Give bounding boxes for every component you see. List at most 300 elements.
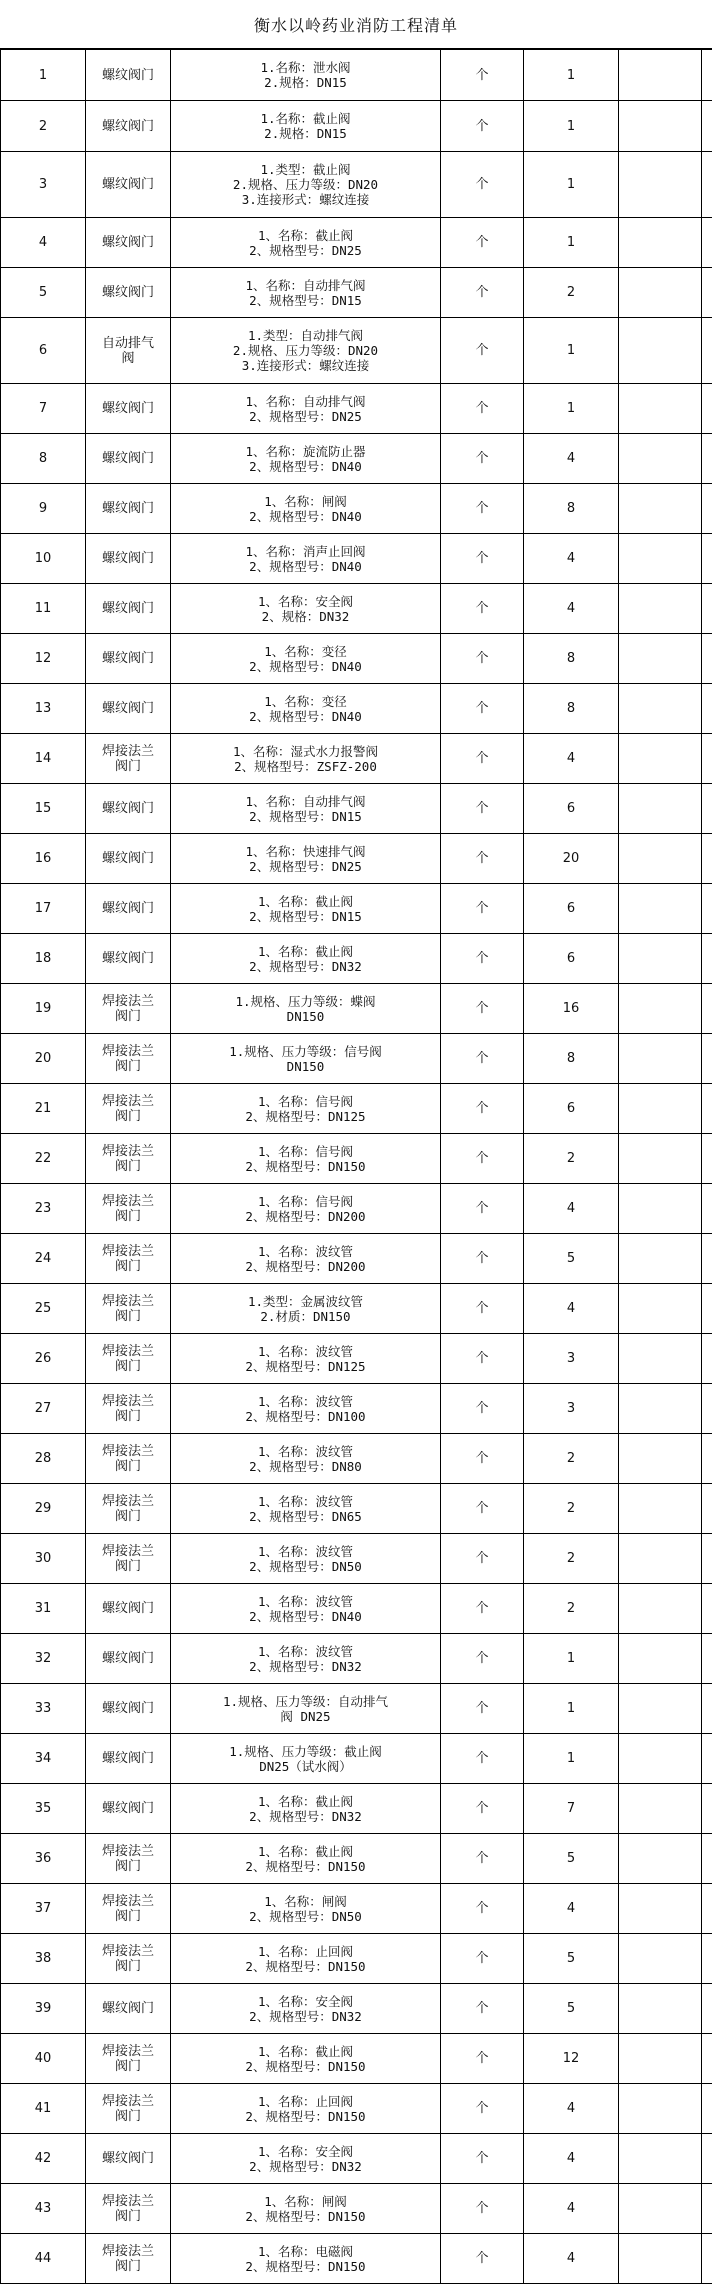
item-description-line: 2、规格型号：DN100 [245,1408,366,1424]
item-description-line: 1.类型：金属波纹管 [247,1293,364,1309]
item-name-line: 焊接法兰 [101,743,154,759]
item-quantity: 6 [524,934,619,984]
item-description-line: 2.规格、压力等级：DN20 [232,343,379,358]
item-quantity: 1 [524,1684,619,1734]
item-name-line: 焊接法兰 [101,1943,154,1959]
item-name-line: 阀门 [114,1908,141,1924]
item-description-line: 2、规格型号：DN40 [249,558,362,574]
table-row [1,834,712,884]
item-name-line: 螺纹阀门 [101,701,154,716]
item-name [86,1284,171,1334]
item-name-line: 螺纹阀门 [101,951,154,966]
item-unit: 个 [441,784,524,834]
item-unit: 个 [441,384,524,434]
empty-cell [619,1484,702,1534]
item-description [171,318,441,384]
item-quantity: 1 [524,101,619,152]
item-quantity: 4 [524,734,619,784]
empty-cell [619,484,702,534]
table-row [1,1334,712,1384]
empty-cell [702,434,712,484]
empty-cell [702,1784,712,1834]
table-row [1,984,712,1034]
empty-cell [619,1334,702,1384]
item-quantity: 2 [524,1434,619,1484]
item-name-line: 螺纹阀门 [101,2151,154,2166]
item-name-line: 螺纹阀门 [101,851,154,866]
empty-cell [619,1284,702,1334]
item-description [171,1734,441,1784]
table-row [1,1534,712,1584]
item-description-line: 2、规格型号：DN150 [245,2258,366,2274]
item-description [171,834,441,884]
row-number: 26 [1,1334,86,1384]
row-number: 6 [1,318,86,384]
item-name [86,218,171,268]
item-name [86,684,171,734]
item-name-line: 焊接法兰 [101,1243,154,1259]
empty-cell [702,2184,712,2234]
item-name [86,934,171,984]
item-description-line: 1、名称：止回阀 [257,1943,354,1959]
item-unit: 个 [441,1984,524,2034]
item-unit: 个 [441,2084,524,2134]
item-unit: 个 [441,1234,524,1284]
item-unit: 个 [441,50,524,101]
item-quantity: 4 [524,1184,619,1234]
item-name-line: 焊接法兰 [101,2243,154,2259]
table-row [1,784,712,834]
item-description [171,2084,441,2134]
item-unit: 个 [441,1034,524,1084]
item-unit: 个 [441,584,524,634]
item-quantity: 2 [524,268,619,318]
item-name [86,1234,171,1284]
empty-cell [702,1434,712,1484]
item-name [86,1534,171,1584]
item-quantity: 4 [524,584,619,634]
empty-cell [619,684,702,734]
item-name [86,1584,171,1634]
item-description-line: 1、名称：截止阀 [257,1793,354,1809]
item-name [86,1684,171,1734]
item-unit: 个 [441,1684,524,1734]
item-description-line: 2、规格型号：DN25 [249,242,362,258]
item-description [171,934,441,984]
item-quantity: 2 [524,1484,619,1534]
item-description-line: 2、规格：DN32 [261,608,350,624]
item-description [171,1634,441,1684]
item-description [171,1434,441,1484]
item-description-line: 1、名称：止回阀 [257,2093,354,2109]
item-name [86,2134,171,2184]
item-name [86,834,171,884]
item-description-line: 1、名称：自动排气阀 [245,393,366,409]
item-unit: 个 [441,1134,524,1184]
item-description-line: 2、规格型号：DN40 [249,658,362,674]
item-description-line: 2、规格型号：ZSFZ-200 [234,758,377,774]
item-description-line: 2、规格型号：DN32 [249,958,362,974]
item-unit: 个 [441,1334,524,1384]
item-description-line: 1、名称：波纹管 [257,1393,354,1409]
empty-cell [702,884,712,934]
item-description-line: 1、名称：截止阀 [257,943,354,959]
empty-cell [619,1884,702,1934]
item-description-line: 2、规格型号：DN150 [245,1958,366,1974]
item-name [86,1834,171,1884]
row-number: 44 [1,2234,86,2284]
item-description-line: 1.名称：截止阀 [260,111,351,126]
item-name-line: 焊接法兰 [101,993,154,1009]
item-unit: 个 [441,634,524,684]
item-description [171,634,441,684]
item-description [171,484,441,534]
empty-cell [702,218,712,268]
item-description-line: 1、名称：信号阀 [257,1193,354,1209]
item-name [86,1884,171,1934]
item-description-line: 1.名称：泄水阀 [260,60,351,75]
table-row [1,1934,712,1984]
item-name-line: 阀门 [114,1208,141,1224]
item-name-line: 阀门 [114,1858,141,1874]
item-name [86,1984,171,2034]
table-row [1,1834,712,1884]
item-description-line: 1、名称：自动排气阀 [245,793,366,809]
item-description-line: 1、名称：安全阀 [257,1993,354,2009]
table-row [1,1984,712,2034]
item-name [86,734,171,784]
row-number: 14 [1,734,86,784]
item-unit: 个 [441,1834,524,1884]
item-unit: 个 [441,1784,524,1834]
item-unit: 个 [441,1484,524,1534]
empty-cell [619,1234,702,1284]
item-quantity: 4 [524,1284,619,1334]
empty-cell [619,1084,702,1134]
item-description-line: 2、规格型号：DN40 [249,1608,362,1624]
item-name [86,152,171,218]
table-row [1,384,712,434]
item-description [171,1034,441,1084]
item-unit: 个 [441,484,524,534]
item-description-line: 1.规格、压力等级：信号阀 [229,1043,382,1059]
item-quantity: 5 [524,1984,619,2034]
row-number: 21 [1,1084,86,1134]
item-name [86,1084,171,1134]
item-description [171,584,441,634]
item-name [86,534,171,584]
empty-cell [702,1684,712,1734]
item-description-line: 2、规格型号：DN15 [249,808,362,824]
empty-cell [619,318,702,384]
item-name-line: 阀门 [114,1008,141,1024]
item-description-line: 2、规格型号：DN50 [249,1908,362,1924]
row-number: 24 [1,1234,86,1284]
item-description-line: 2、规格型号：DN15 [249,908,362,924]
item-name-line: 焊接法兰 [101,1893,154,1909]
item-name [86,884,171,934]
item-unit: 个 [441,152,524,218]
empty-cell [619,1984,702,2034]
item-unit: 个 [441,1534,524,1584]
empty-cell [619,384,702,434]
item-quantity: 8 [524,684,619,734]
row-number: 41 [1,2084,86,2134]
empty-cell [702,2234,712,2284]
row-number: 15 [1,784,86,834]
empty-cell [702,1084,712,1134]
item-description-line: 1、名称：闸阀 [264,1893,347,1909]
item-description-line: 2、规格型号：DN150 [245,2208,366,2224]
item-name-line: 阀门 [114,1358,141,1374]
empty-cell [702,534,712,584]
item-description [171,101,441,152]
item-name-line: 阀门 [114,1158,141,1174]
item-description [171,152,441,218]
table-row [1,218,712,268]
item-name-line: 阀门 [114,2208,141,2224]
item-description-line: 1.类型：自动排气阀 [247,328,364,343]
item-description-line: 3.连接形式：螺纹连接 [241,358,370,373]
empty-cell [619,1184,702,1234]
item-name [86,784,171,834]
empty-cell [702,1034,712,1084]
row-number: 25 [1,1284,86,1334]
item-name-line: 螺纹阀门 [101,1751,154,1766]
empty-cell [619,1134,702,1184]
item-description-line: 1、名称：波纹管 [257,1443,354,1459]
item-description-line: 2、规格型号：DN125 [245,1358,366,1374]
item-description [171,1234,441,1284]
empty-cell [702,934,712,984]
item-description [171,884,441,934]
row-number: 37 [1,1884,86,1934]
table-row [1,584,712,634]
item-description-line: DN25（试水阀） [259,1758,352,1774]
item-description [171,1334,441,1384]
item-description [171,1284,441,1334]
empty-cell [619,1584,702,1634]
empty-cell [702,50,712,101]
item-name [86,2234,171,2284]
empty-cell [619,1734,702,1784]
table-row [1,1584,712,1634]
item-description [171,218,441,268]
item-name [86,1034,171,1084]
item-name-line: 螺纹阀门 [101,1701,154,1716]
empty-cell [702,1734,712,1784]
item-name-line: 螺纹阀门 [101,901,154,916]
table-body [1,50,712,2284]
item-description-line: 1.规格、压力等级：截止阀 [229,1743,382,1759]
empty-cell [702,834,712,884]
item-description-line: 2、规格型号：DN32 [249,2158,362,2174]
item-name-line: 阀门 [114,2108,141,2124]
item-name-line: 焊接法兰 [101,2093,154,2109]
item-description [171,1984,441,2034]
row-number: 16 [1,834,86,884]
row-number: 22 [1,1134,86,1184]
empty-cell [619,434,702,484]
empty-cell [702,2084,712,2134]
item-description [171,534,441,584]
empty-cell [702,1134,712,1184]
item-description-line: 2、规格型号：DN150 [245,2058,366,2074]
item-quantity: 2 [524,1534,619,1584]
table-row [1,434,712,484]
item-quantity: 1 [524,1634,619,1684]
item-quantity: 1 [524,50,619,101]
item-unit: 个 [441,2134,524,2184]
table-row [1,1284,712,1334]
table-row [1,684,712,734]
item-description-line: 2、规格型号：DN32 [249,1808,362,1824]
item-quantity: 20 [524,834,619,884]
empty-cell [619,734,702,784]
item-name [86,2184,171,2234]
table-row [1,1434,712,1484]
item-quantity: 4 [524,1884,619,1934]
row-number: 27 [1,1384,86,1434]
empty-cell [702,1284,712,1334]
empty-cell [702,1584,712,1634]
item-unit: 个 [441,984,524,1034]
item-quantity: 8 [524,1034,619,1084]
item-description-line: 2.材质：DN150 [260,1308,351,1324]
item-name [86,1384,171,1434]
item-unit: 个 [441,1184,524,1234]
item-unit: 个 [441,1734,524,1784]
table-row [1,268,712,318]
table-row [1,318,712,384]
empty-cell [619,218,702,268]
item-description-line: 2、规格型号：DN40 [249,458,362,474]
item-description-line: 1、名称：闸阀 [264,493,347,509]
table-row [1,1784,712,1834]
item-quantity: 3 [524,1384,619,1434]
empty-cell [702,101,712,152]
item-quantity: 4 [524,2184,619,2234]
item-description-line: 1、名称：波纹管 [257,1243,354,1259]
item-name [86,1184,171,1234]
row-number: 9 [1,484,86,534]
empty-cell [702,584,712,634]
empty-cell [702,1384,712,1434]
row-number: 8 [1,434,86,484]
empty-cell [619,584,702,634]
item-quantity: 4 [524,2234,619,2284]
item-name-line: 螺纹阀门 [101,801,154,816]
empty-cell [619,2134,702,2184]
item-description-line: 1、名称：快速排气阀 [245,843,366,859]
row-number: 36 [1,1834,86,1884]
item-description [171,1584,441,1634]
item-description-line: 1、名称：自动排气阀 [245,277,366,293]
item-name-line: 自动排气 [101,335,154,351]
empty-cell [702,1834,712,1884]
item-quantity: 5 [524,1834,619,1884]
row-number: 7 [1,384,86,434]
item-name-line: 螺纹阀门 [101,1601,154,1616]
item-description-line: 阀 DN25 [280,1708,331,1724]
empty-cell [619,984,702,1034]
empty-cell [619,784,702,834]
item-description-line: 2、规格型号：DN200 [245,1208,366,1224]
item-unit: 个 [441,1934,524,1984]
table-row [1,484,712,534]
item-description-line: 2、规格型号：DN32 [249,2008,362,2024]
row-number: 18 [1,934,86,984]
item-name [86,1134,171,1184]
empty-cell [702,1484,712,1534]
empty-cell [619,934,702,984]
item-name [86,318,171,384]
item-description-line: 2、规格型号：DN80 [249,1458,362,1474]
item-name-line: 螺纹阀门 [101,1651,154,1666]
item-name-line: 焊接法兰 [101,1143,154,1159]
item-unit: 个 [441,318,524,384]
table-row [1,2084,712,2134]
row-number: 1 [1,50,86,101]
item-description [171,984,441,1034]
item-quantity: 12 [524,2034,619,2084]
table-row [1,534,712,584]
item-unit: 个 [441,268,524,318]
row-number: 32 [1,1634,86,1684]
empty-cell [702,384,712,434]
empty-cell [702,734,712,784]
item-name-line: 焊接法兰 [101,1343,154,1359]
item-unit: 个 [441,1284,524,1334]
item-name-line: 螺纹阀门 [101,1801,154,1816]
item-description [171,1084,441,1134]
item-description-line: 2、规格型号：DN150 [245,2108,366,2124]
empty-cell [619,2184,702,2234]
item-name-line: 螺纹阀门 [101,177,154,192]
row-number: 23 [1,1184,86,1234]
row-number: 5 [1,268,86,318]
row-number: 34 [1,1734,86,1784]
item-quantity: 1 [524,384,619,434]
item-description-line: 1、名称：变径 [264,693,347,709]
table-row [1,2034,712,2084]
empty-cell [619,1834,702,1884]
item-description-line: 1、名称：安全阀 [257,2143,354,2159]
row-number: 30 [1,1534,86,1584]
item-description-line: 2、规格型号：DN40 [249,508,362,524]
empty-cell [619,2034,702,2084]
item-description-line: 1、名称：信号阀 [257,1143,354,1159]
item-name-line: 螺纹阀门 [101,67,154,83]
item-description [171,2134,441,2184]
item-description-line: 1、名称：波纹管 [257,1593,354,1609]
quantities-table [0,49,712,2284]
item-unit: 个 [441,684,524,734]
row-number: 11 [1,584,86,634]
empty-cell [619,884,702,934]
item-name [86,2084,171,2134]
item-description-line: 2.规格、压力等级：DN20 [232,177,379,192]
item-description [171,734,441,784]
empty-cell [702,268,712,318]
item-name [86,1634,171,1684]
item-description-line: 1、名称：变径 [264,643,347,659]
item-quantity: 6 [524,884,619,934]
item-description [171,1884,441,1934]
item-description [171,50,441,101]
empty-cell [619,634,702,684]
item-name-line: 螺纹阀门 [101,285,154,300]
